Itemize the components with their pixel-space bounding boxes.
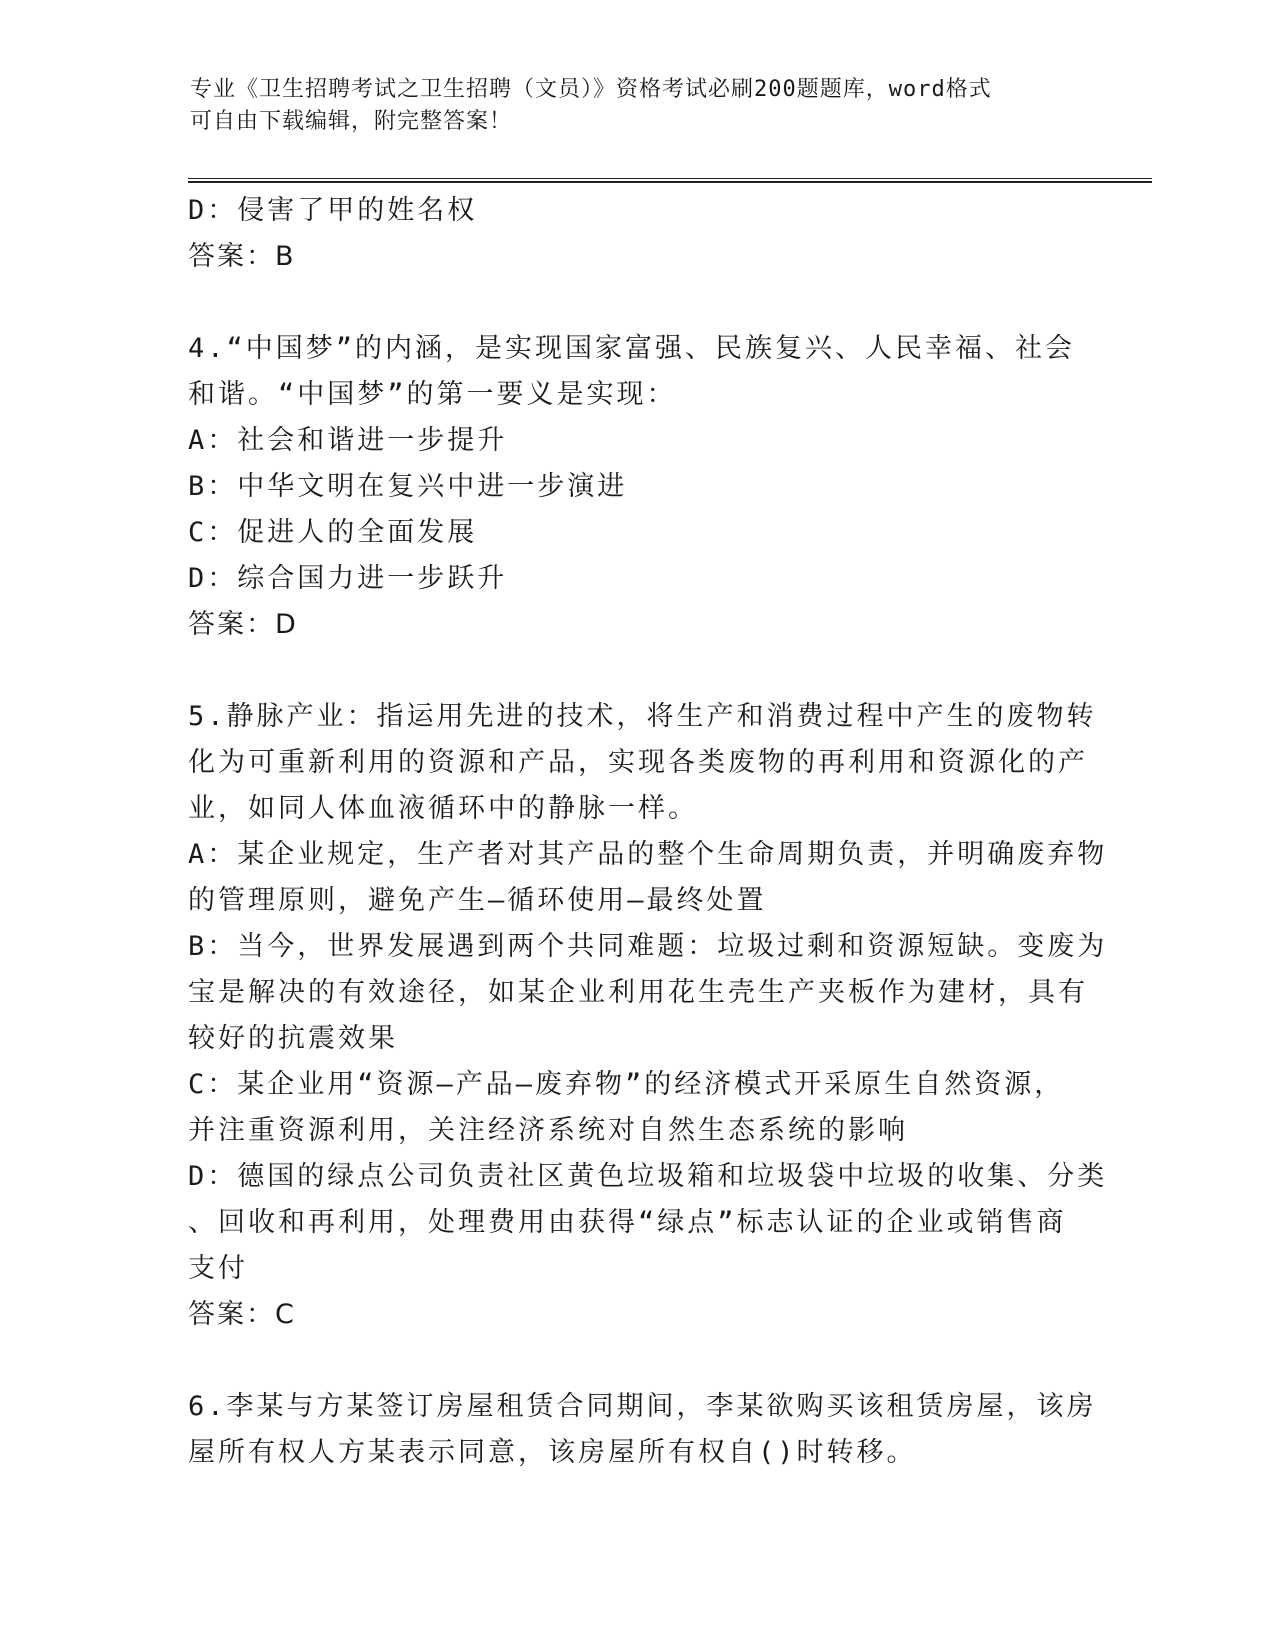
question-6: [188, 1384, 1097, 1476]
answer-label: 答案：C: [188, 1299, 296, 1330]
answer-label: 答案：B: [188, 241, 296, 272]
spacer: [188, 648, 1088, 694]
header-line-2: 可自由下载编辑，附完整答案！: [190, 109, 513, 134]
page-header: [190, 74, 1070, 138]
question-stem: 5.静脉产业：指运用先进的技术，将生产和消费过程中产生的废物转: [188, 701, 1097, 732]
spacer: [188, 1338, 1088, 1384]
question-stem: 屋所有权人方某表示同意，该房屋所有权自()时转移。: [188, 1437, 917, 1468]
question-stem: 业，如同人体血液循环中的静脉一样。: [188, 793, 698, 824]
option-c: 并注重资源利用，关注经济系统对自然生态系统的影响: [188, 1115, 908, 1146]
option-d: D：德国的绿点公司负责社区黄色垃圾箱和垃圾袋中垃圾的收集、分类: [188, 1161, 1108, 1192]
question-stem: 6.李某与方某签订房屋租赁合同期间，李某欲购买该租赁房屋，该房: [188, 1391, 1097, 1422]
option-b: 宝是解决的有效途径，如某企业利用花生壳生产夹板作为建材，具有: [188, 977, 1088, 1008]
question-stem: 4.“中国梦”的内涵，是实现国家富强、民族复兴、人民幸福、社会: [188, 333, 1076, 364]
option-a: A：某企业规定，生产者对其产品的整个生命周期负责，并明确废弃物: [188, 839, 1108, 870]
question-3-tail: [188, 188, 1088, 280]
question-4: [188, 326, 1088, 648]
header-divider: [188, 178, 1152, 183]
option-b: B：当今，世界发展遇到两个共同难题：垃圾过剩和资源短缺。变废为: [188, 931, 1108, 962]
option-d: 、回收和再利用，处理费用由获得“绿点”标志认证的企业或销售商: [188, 1207, 1067, 1238]
option-c: C：某企业用“资源—产品—废弃物”的经济模式开采原生自然资源，: [188, 1069, 1065, 1100]
option-a: A：社会和谐进一步提升: [188, 425, 508, 456]
answer-label: 答案：D: [188, 609, 298, 640]
option-d: D：综合国力进一步跃升: [188, 563, 508, 594]
option-b: 较好的抗震效果: [188, 1023, 398, 1054]
option-a: 的管理原则，避免产生—循环使用—最终处置: [188, 885, 767, 916]
question-content: [188, 188, 1108, 1476]
question-5: [188, 694, 1108, 1338]
header-line-1: 专业《卫生招聘考试之卫生招聘（文员）》资格考试必刷200题题库，word格式: [190, 77, 992, 102]
spacer: [188, 280, 1088, 326]
option-c: C：促进人的全面发展: [188, 517, 478, 548]
option-b: B：中华文明在复兴中进一步演进: [188, 471, 628, 502]
option-d: 支付: [188, 1253, 248, 1284]
question-stem: 和谐。“中国梦”的第一要义是实现：: [188, 379, 677, 410]
question-stem: 化为可重新利用的资源和产品，实现各类废物的再利用和资源化的产: [188, 747, 1088, 778]
option-d: D：侵害了甲的姓名权: [188, 195, 478, 226]
